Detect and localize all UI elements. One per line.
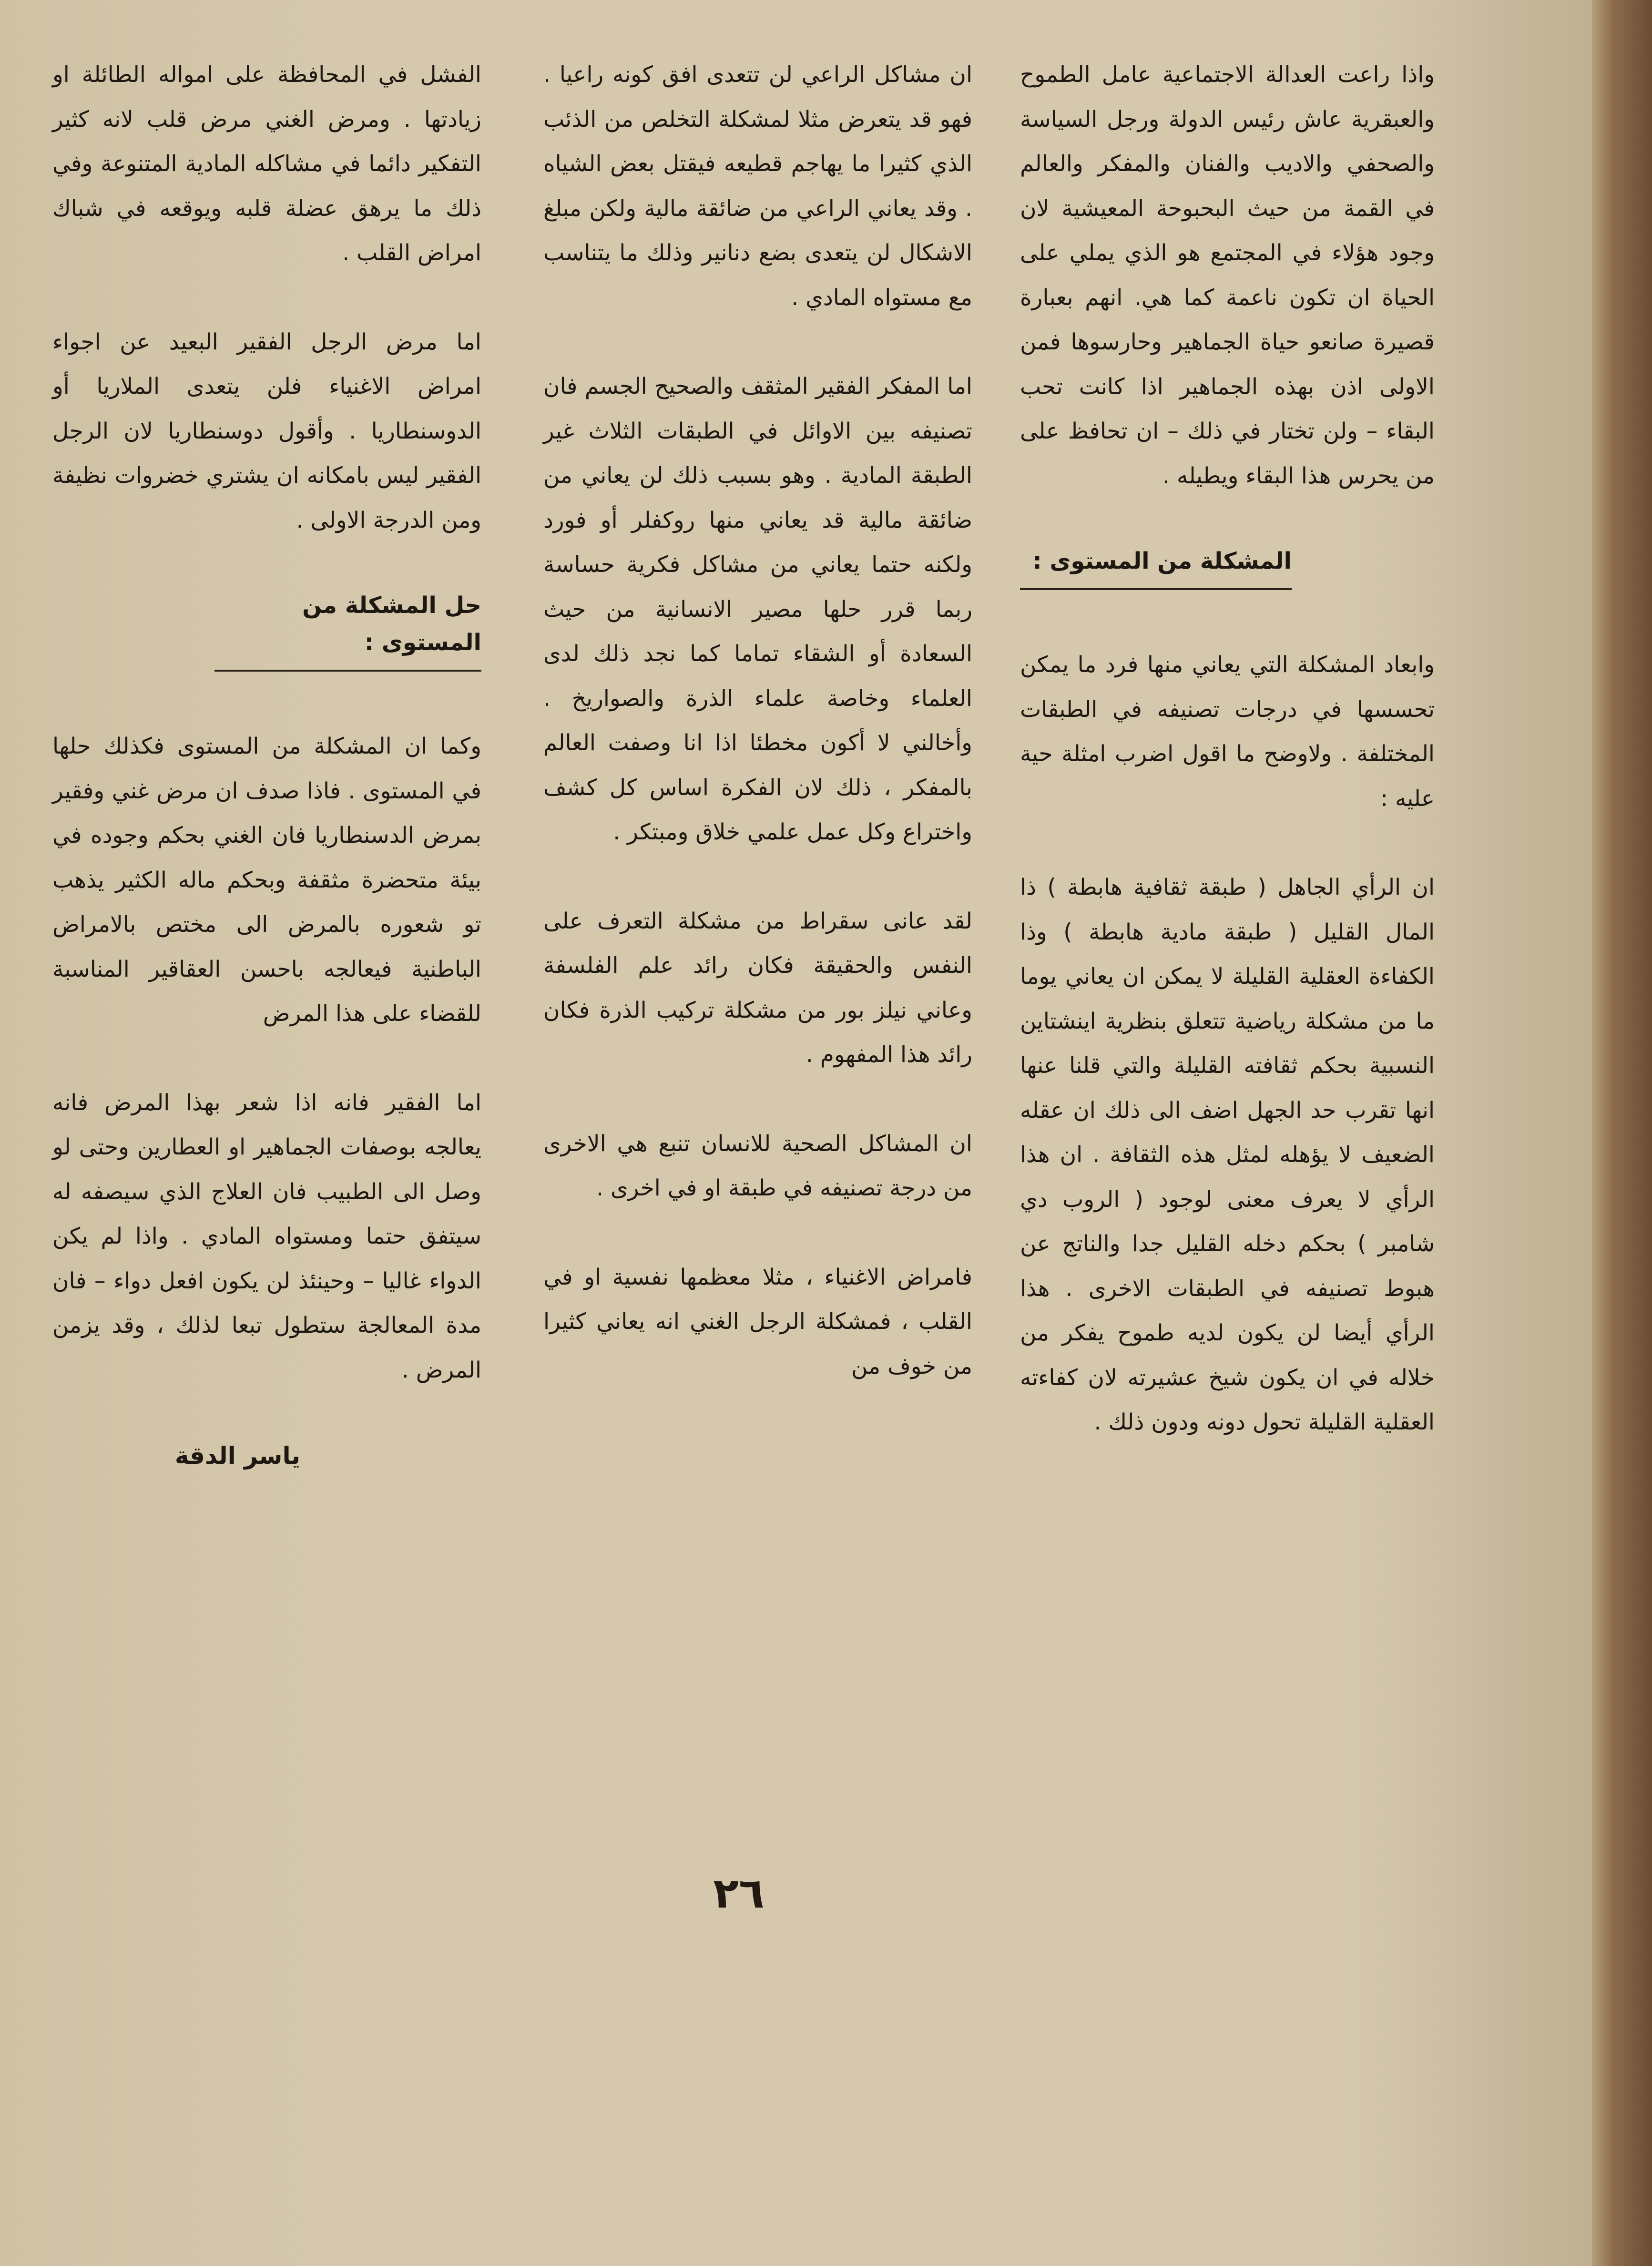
- paragraph: فامراض الاغنياء ، مثلا معظمها نفسية او في القلب ، فمشكلة الرجل الغني انه يعاني كثيرا من خوف من: [543, 1264, 972, 1379]
- article-column-right: [1020, 52, 1435, 1489]
- paragraph: واذا راعت العدالة الاجتماعية عامل الطموح والعبقرية عاش رئيس الدولة ورجل السياسة والصحفي والاديب والفنان والمفكر والعالم في القمة من حيث البحبوحة المعيشية لان وجود هؤلاء في المجتمع هو الذي يملي على الحياة ان تكون ناعمة كما هي. انهم بعبارة قصيرة صانعو حياة الجماهير وحارسوها فمن الاولى اذن بهذه الجماهير اذا كانت تحب البقاء – ولن تختار في ذلك – ان تحافظ على من يحرس هذا البقاء ويطيله .: [1020, 61, 1435, 489]
- paragraph: الفشل في المحافظة على امواله الطائلة او زيادتها . ومرض الغني مرض قلب لانه كثير التفكير دائما في مشاكله المادية المتنوعة وفي ذلك ما يرهق عضلة قلبه ويوقعه في شباك امراض القلب .: [52, 61, 481, 266]
- paragraph: وكما ان المشكلة من المستوى فكذلك حلها في المستوى . فاذا صدف ان مرض غني وفقير بمرض الدسنطاريا فان الغني بحكم وجوده في بيئة متحضرة مثقفة وبحكم ماله الكثير يذهب تو شعوره بالمرض الى مختص بالامراض الباطنية فيعالجه باحسن العقاقير المناسبة للقضاء على هذا المرض: [52, 733, 481, 1027]
- section-heading: حل المشكلة من المستوى :: [214, 587, 481, 672]
- article-column-left: [52, 52, 481, 1475]
- paragraph: ان المشاكل الصحية للانسان تنبع هي الاخرى من درجة تصنيفه في طبقة او في اخرى .: [543, 1130, 972, 1201]
- paragraph: وابعاد المشكلة التي يعاني منها فرد ما يمكن تحسسها في درجات تصنيفه في الطبقات المختلفة . ولاوضح ما اقول اضرب امثلة حية عليه :: [1020, 652, 1435, 812]
- article-column-middle: [543, 52, 972, 1388]
- paragraph: ان الرأي الجاهل ( طبقة ثقافية هابطة ) ذا المال القليل ( طبقة مادية هابطة ) وذا الكفاءة العقلية القليلة لا يمكن ان يعاني يوما ما من مشكلة رياضية تتعلق بنظرية اينشتاين النسبية بحكم ثقافته القليلة والتي قلنا عنها انها تقرب حد الجهل اضف الى ذلك ان عقله الضعيف لا يؤهله لمثل هذه الثقافة . ان هذا الرأي لا يعرف معنى لوجود ( الروب دي شامبر ) بحكم دخله القليل جدا والناتج عن هبوط تصنيفه في الطبقات الاخرى . هذا الرأي أيضا لن يكون لديه طموح يفكر من خلاله في ان يكون شيخ عشيرته لان كفاءته العقلية القليلة تحول دونه ودون ذلك .: [1020, 874, 1435, 1435]
- paragraph: لقد عانى سقراط من مشكلة التعرف على النفس والحقيقة فكان رائد علم الفلسفة وعاني نيلز بور من مشكلة تركيب الذرة فكان رائد هذا المفهوم .: [543, 908, 972, 1068]
- paragraph: اما المفكر الفقير المثقف والصحيح الجسم فان تصنيفه بين الاوائل في الطبقات الثلاث غير الطبقة المادية . وهو بسبب ذلك لن يعاني من ضائقة مالية قد يعاني منها روكفلر أو فورد ولكنه حتما يعاني من مشاكل فكرية حساسة ربما قرر حلها مصير الانسانية من حيث السعادة أو الشقاء تماما كما نجد ذلك لدى العلماء وخاصة علماء الذرة والصواريخ . وأخالني لا أكون مخطئا اذا انا وصفت العالم بالمفكر ، ذلك لان الفكرة اساس كل كشف واختراع وكل عمل علمي خلاق ومبتكر .: [543, 373, 972, 845]
- page-number: ٢٦: [713, 1868, 765, 1918]
- paragraph: اما مرض الرجل الفقير البعيد عن اجواء امراض الاغنياء فلن يتعدى الملاريا أو الدوسنطاريا . وأقول دوسنطاريا لان الرجل الفقير ليس بامكانه ان يشتري خضروات نظيفة ومن الدرجة الاولى .: [52, 328, 481, 533]
- paragraph: اما الفقير فانه اذا شعر بهذا المرض فانه يعالجه بوصفات الجماهير او العطارين وحتى لو وصل الى الطبيب فان العلاج الذي سيصفه له سيتفق حتما ومستواه المادي . واذا لم يكن الدواء غاليا – وحينئذ لن يكون افعل دواء – فان مدة المعالجة ستطول تبعا لذلك ، وقد يزمن المرض .: [52, 1089, 481, 1383]
- paragraph: ان مشاكل الراعي لن تتعدى افق كونه راعيا . فهو قد يتعرض مثلا لمشكلة التخلص من الذئب الذي كثيرا ما يهاجم قطيعه فيقتل بعض الشياه . وقد يعاني الراعي من ضائقة مالية ولكن مبلغ الاشكال لن يتعدى بضع دنانير وذلك ما يتناسب مع مستواه المادي .: [543, 61, 972, 311]
- author-signature: ياسر الدقة: [174, 1442, 300, 1470]
- section-heading: المشكلة من المستوى :: [1020, 542, 1292, 590]
- binding-edge: [1592, 0, 1652, 2266]
